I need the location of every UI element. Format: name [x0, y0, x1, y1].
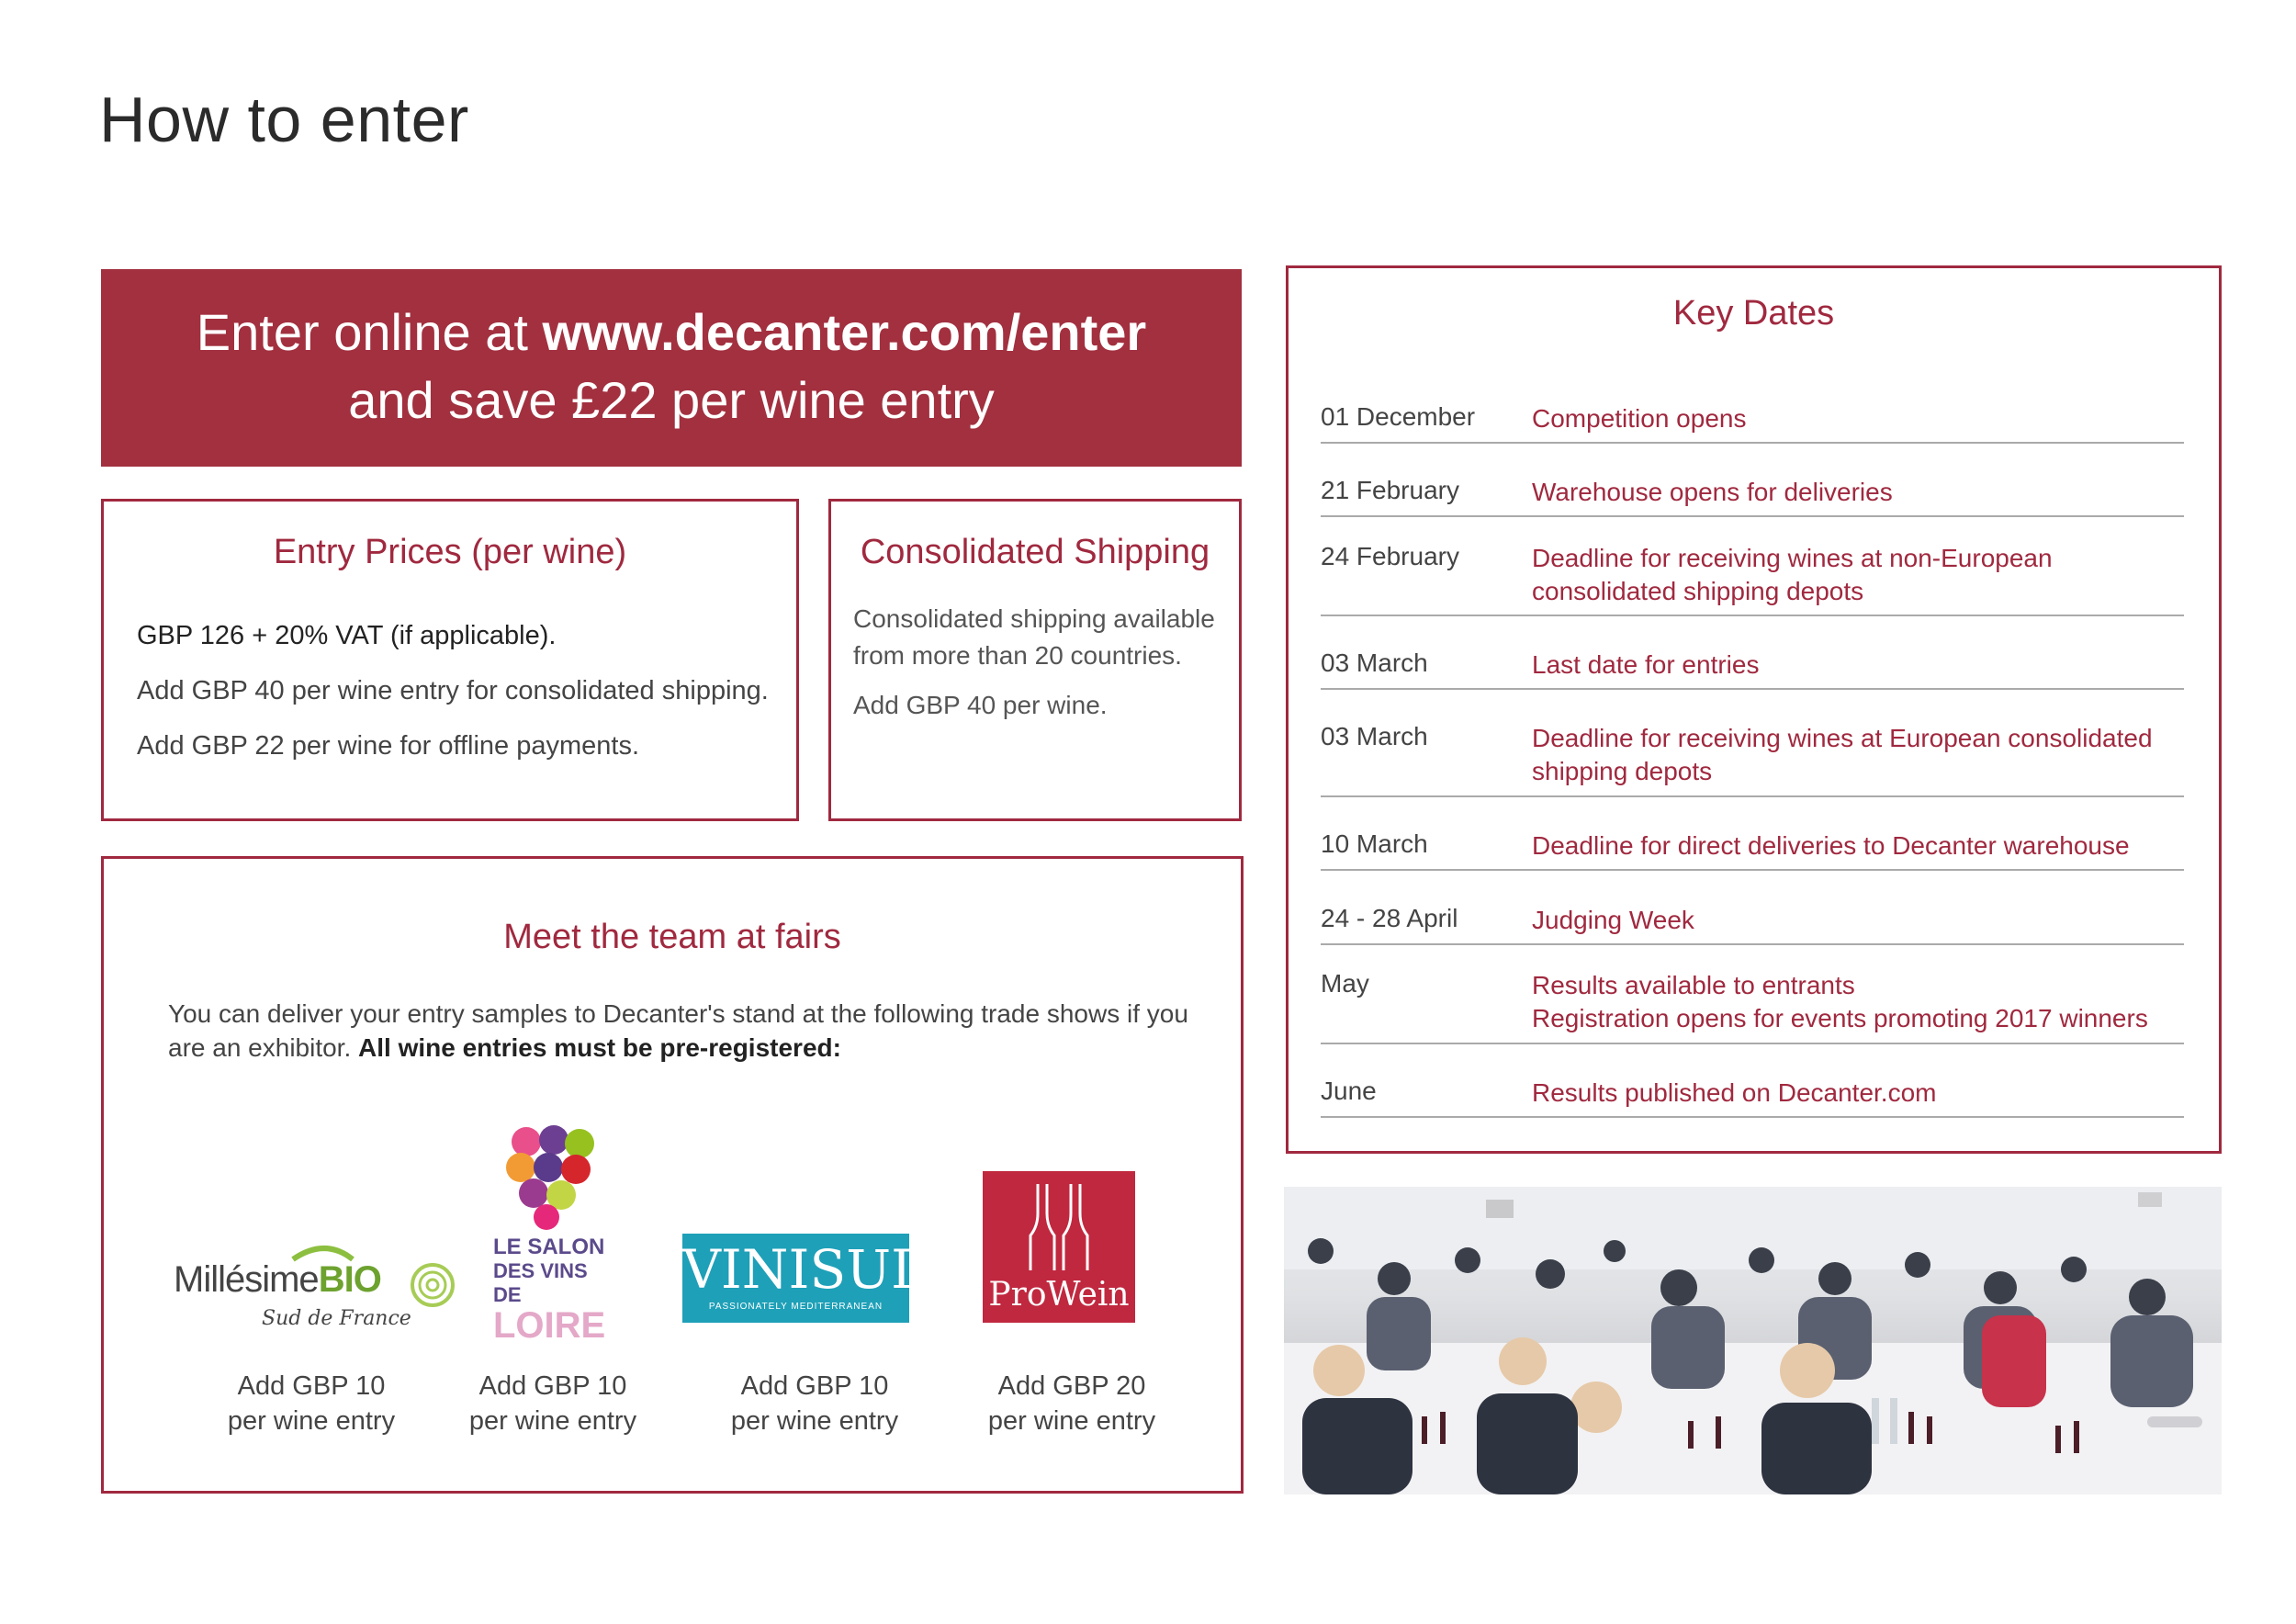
fair-price-unit: per wine entry — [468, 1406, 637, 1436]
des-vins-text: DES VINS DE — [493, 1259, 588, 1306]
fair-price-loire — [443, 1369, 663, 1438]
fair-price-unit: per wine entry — [987, 1406, 1156, 1436]
vinisud-logo — [682, 1234, 934, 1323]
key-date: 10 March — [1321, 829, 1428, 858]
offline-payment-price-line: Add GBP 22 per wine for offline payments. — [137, 731, 640, 761]
key-date-row — [1321, 829, 2184, 871]
fair-price-unit: per wine entry — [227, 1406, 396, 1436]
loire-grape-graphic — [493, 1120, 613, 1230]
prowein-bottles-icon — [1019, 1180, 1102, 1272]
key-date-row — [1321, 476, 2184, 517]
key-date: 01 December — [1321, 402, 1476, 431]
key-date: 21 February — [1321, 476, 1459, 504]
sud-de-france-text: Sud de France — [262, 1307, 411, 1330]
key-date-row — [1321, 722, 2184, 797]
pre-registered-note: All wine entries must be pre-registered: — [358, 1033, 841, 1062]
key-date-event-line: Registration opens for events promoting 2017 winners — [1532, 1004, 2148, 1032]
millesime-bio-wordmark — [174, 1259, 381, 1301]
key-date-row — [1321, 648, 2184, 690]
fair-price-unit: per wine entry — [730, 1406, 899, 1436]
shipping-line-3: Add GBP 40 per wine. — [853, 691, 1108, 719]
key-date-event: Competition opens — [1532, 404, 1747, 433]
key-date-event: Warehouse opens for deliveries — [1532, 478, 1893, 506]
bio-text: BIO — [318, 1259, 381, 1300]
entry-prices-title: Entry Prices (per wine) — [273, 533, 627, 571]
page-title: How to enter — [99, 84, 469, 155]
fair-price-millesime — [201, 1369, 422, 1438]
key-date: 03 March — [1321, 648, 1428, 677]
key-date-event-line: Deadline for receiving wines at non-European — [1532, 544, 2053, 572]
fair-price: Add GBP 20 — [997, 1371, 1146, 1401]
shipping-line-1: Consolidated shipping available — [853, 604, 1215, 633]
salon-vins-loire-logo — [493, 1120, 613, 1346]
le-salon-text: LE SALON — [493, 1235, 605, 1259]
fair-price-vinisud — [704, 1369, 925, 1438]
key-date-event — [1532, 722, 2153, 788]
key-date-event-line: consolidated shipping depots — [1532, 577, 1864, 605]
key-date: 03 March — [1321, 722, 1428, 750]
key-date: May — [1321, 969, 1369, 998]
key-date-event: Deadline for direct deliveries to Decanter warehouse — [1532, 831, 2130, 860]
key-date: 24 February — [1321, 542, 1459, 570]
loire-text: LOIRE — [493, 1305, 606, 1346]
key-date-event — [1532, 969, 2148, 1035]
key-date-row — [1321, 969, 2184, 1044]
vinisud-wordmark: VINISUD — [682, 1238, 934, 1301]
key-date-event-line: Deadline for receiving wines at European consolidated — [1532, 724, 2153, 752]
entry-prices-box — [101, 499, 799, 821]
key-date-row — [1321, 1077, 2184, 1118]
judging-room-illustration — [1284, 1187, 2222, 1494]
consolidated-shipping-title: Consolidated Shipping — [860, 533, 1210, 571]
banner-line-2: and save £22 per wine entry — [348, 371, 995, 429]
meet-team-title: Meet the team at fairs — [503, 918, 841, 956]
consolidated-shipping-box — [828, 499, 1242, 821]
key-date-event-line: shipping depots — [1532, 757, 1713, 785]
fair-price: Add GBP 10 — [740, 1371, 889, 1401]
judging-room-photo — [1284, 1187, 2222, 1494]
enter-online-banner — [101, 269, 1242, 467]
meet-team-box — [101, 856, 1244, 1494]
millesime-text: Millésime — [174, 1259, 319, 1300]
key-date-event: Judging Week — [1532, 906, 1694, 934]
loire-wordmark — [493, 1235, 613, 1344]
consolidated-shipping-price-line: Add GBP 40 per wine entry for consolidated shipping. — [137, 676, 769, 705]
prowein-logo — [983, 1171, 1135, 1323]
key-date-row — [1321, 904, 2184, 945]
key-dates-title: Key Dates — [1672, 294, 1835, 333]
fair-price-prowein — [962, 1369, 1182, 1438]
key-date-event: Results published on Decanter.com — [1532, 1078, 1937, 1107]
entry-price-line: GBP 126 + 20% VAT (if applicable). — [137, 621, 557, 650]
millesime-bio-logo — [174, 1234, 467, 1344]
meet-team-description — [168, 997, 1197, 1065]
key-date-event: Last date for entries — [1532, 650, 1760, 679]
key-dates-box — [1286, 265, 2222, 1154]
banner-line-1 — [101, 299, 1242, 367]
key-date-row — [1321, 402, 2184, 444]
banner-url-link[interactable]: www.decanter.com/enter — [542, 303, 1147, 361]
shipping-line-2: from more than 20 countries. — [853, 641, 1182, 670]
key-date: 24 - 28 April — [1321, 904, 1458, 932]
banner-prefix: Enter online at — [196, 303, 543, 361]
key-date: June — [1321, 1077, 1377, 1105]
fair-price: Add GBP 10 — [237, 1371, 386, 1401]
key-date-event-line: Results available to entrants — [1532, 971, 1855, 999]
fair-price: Add GBP 10 — [478, 1371, 627, 1401]
key-date-event — [1532, 542, 2053, 608]
vinisud-tagline: PASSIONATELY MEDITERRANEAN — [708, 1302, 884, 1312]
meet-team-desc-text: You can deliver your entry samples to Decanter's stand at the following trade shows if you are an exhibitor. — [168, 999, 1188, 1062]
prowein-wordmark: ProWein — [988, 1276, 1130, 1314]
key-date-row — [1321, 542, 2184, 616]
